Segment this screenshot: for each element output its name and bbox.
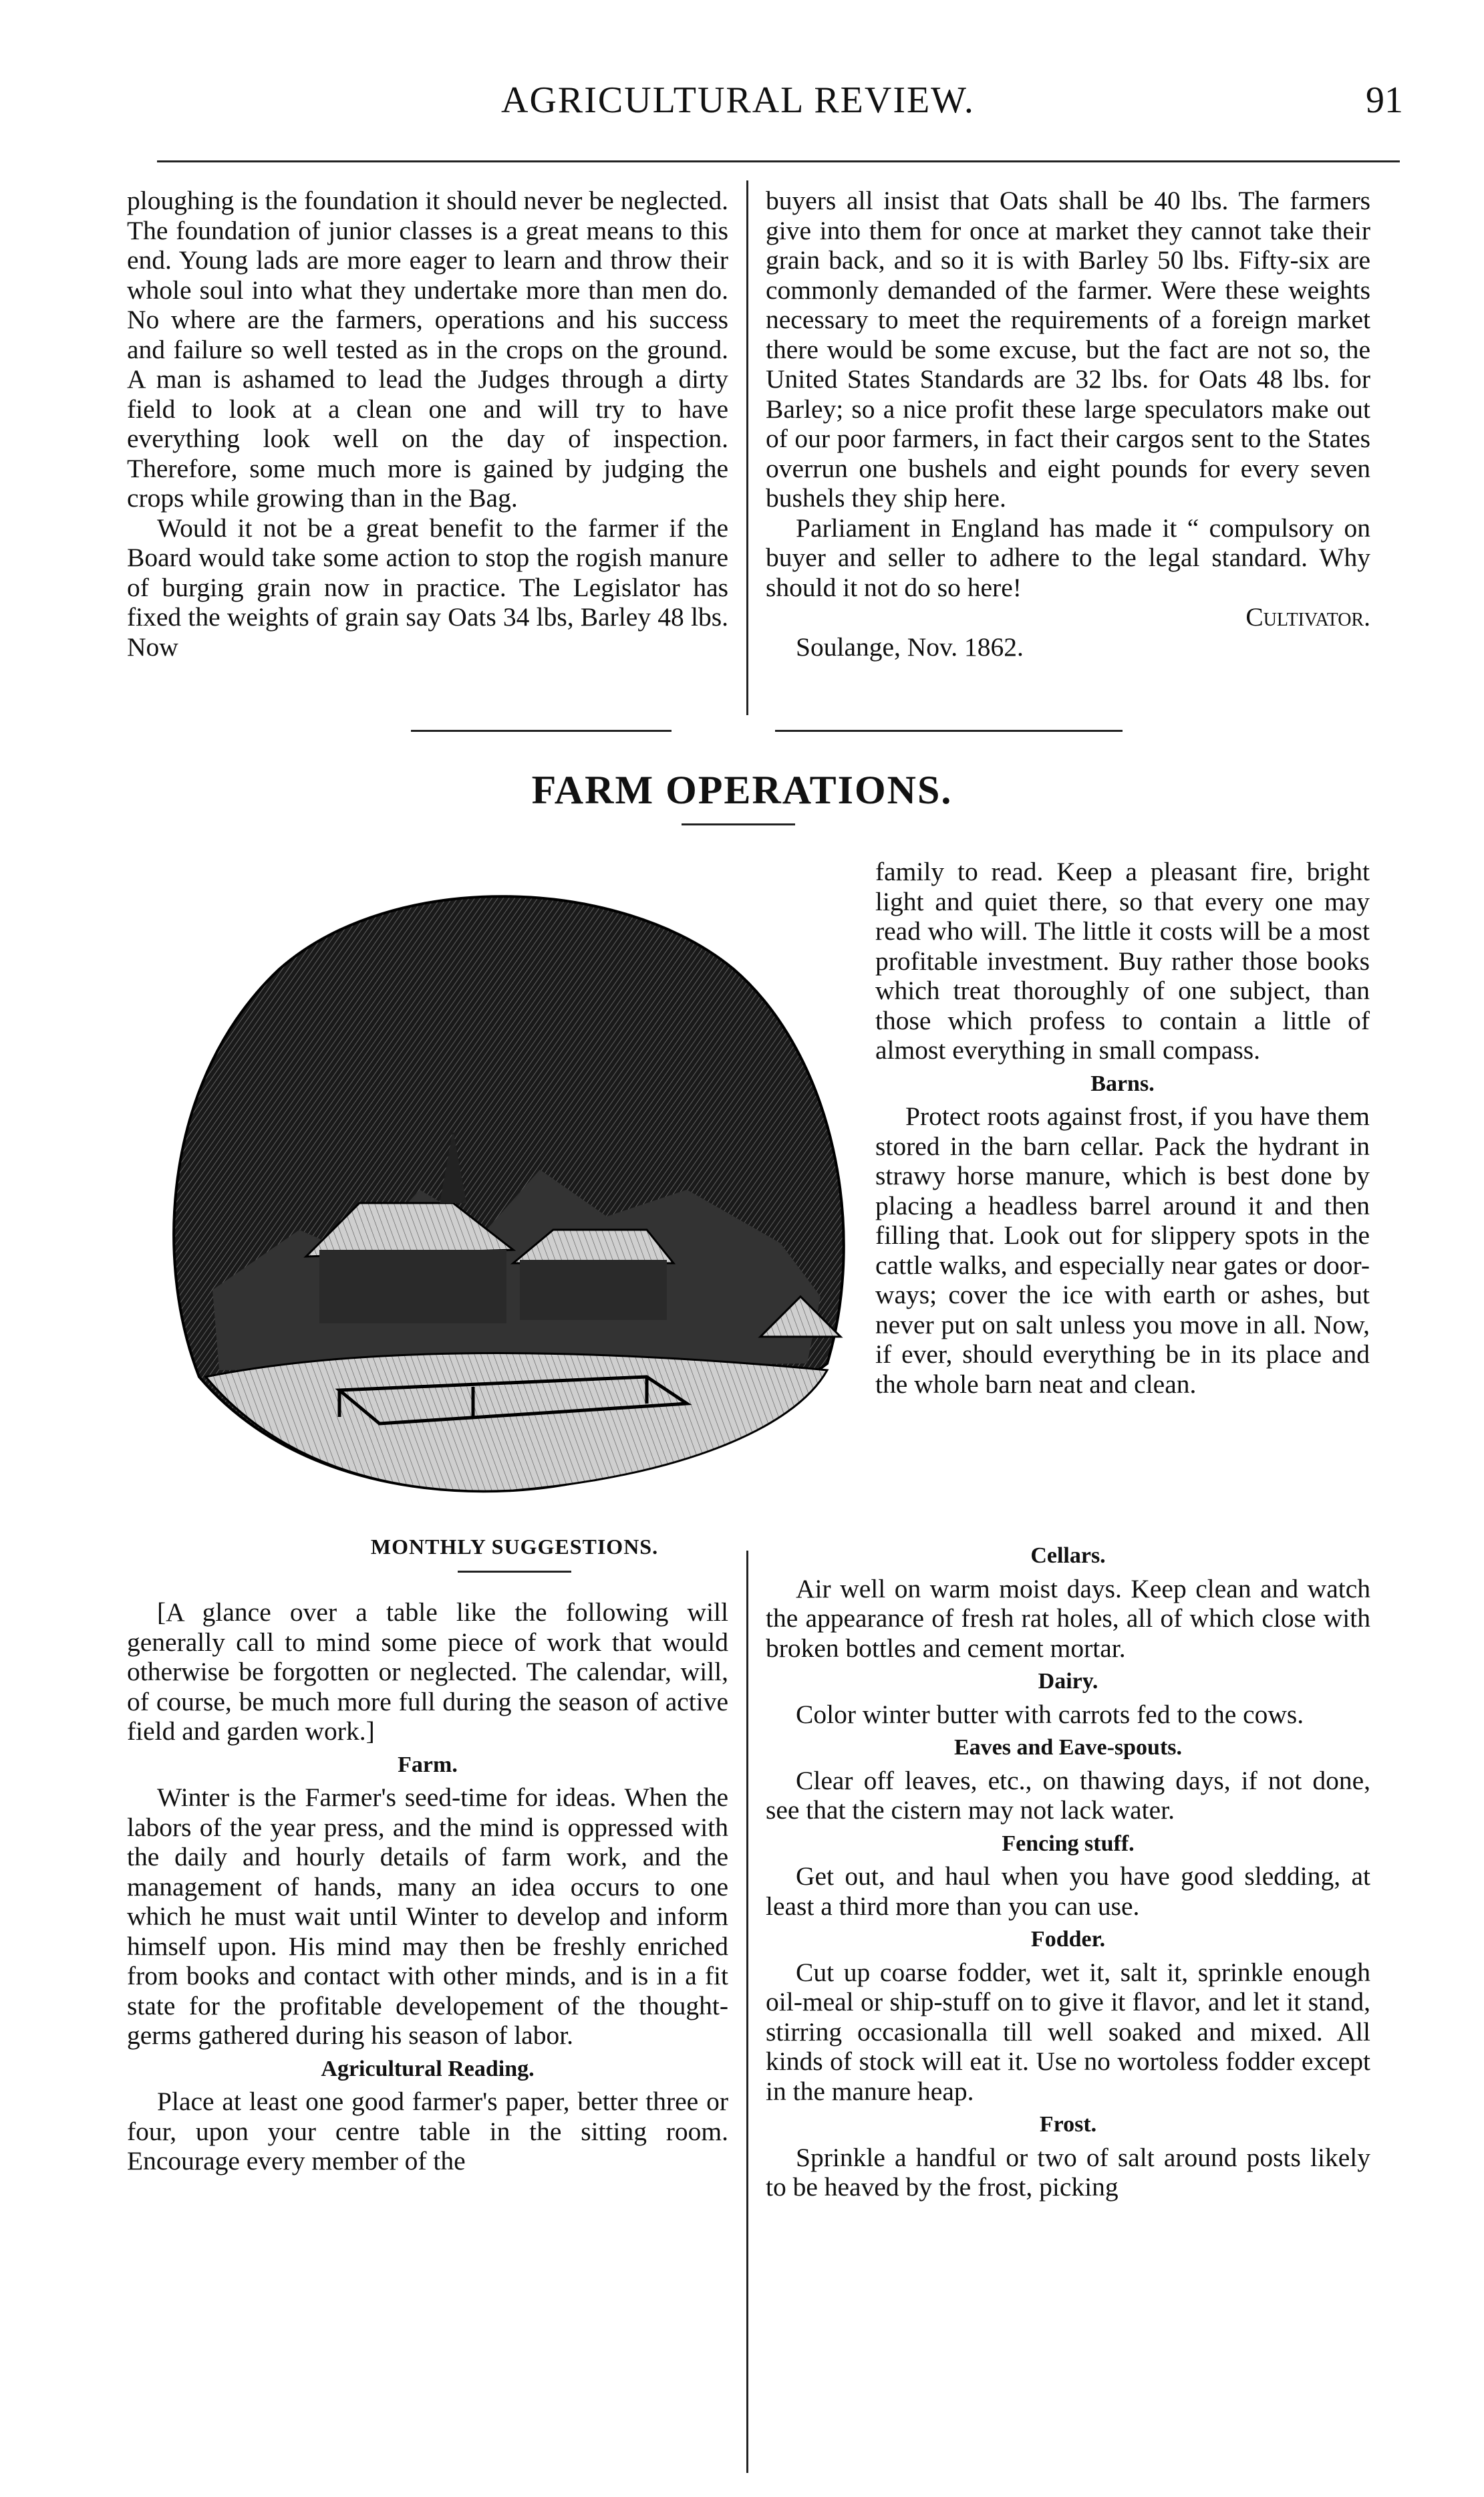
subhead-fodder: Fodder.	[1030, 1927, 1106, 1952]
subhead-fencing: Fencing stuff.	[1002, 1831, 1135, 1856]
header-rule	[157, 160, 1400, 162]
place-date: Soulange, Nov. 1862.	[796, 632, 1024, 662]
paragraph: Air well on warm moist days. Keep clean and watch the appearance of fresh rat holes, all of which close with broken bottles and cement mortar.	[766, 1573, 1370, 1663]
paragraph: Parliament in England has made it “ compulsory on buyer and seller to adhere to the legal standard. Why should it not do so here!	[766, 513, 1370, 602]
caption-rule	[458, 1571, 571, 1573]
column-divider	[746, 1551, 748, 2473]
subhead-farm: Farm.	[398, 1752, 458, 1777]
winter-farm-engraving	[139, 856, 867, 1537]
subhead-cellars: Cellars.	[1030, 1543, 1106, 1568]
section-title: FARM OPERATIONS.	[531, 768, 953, 812]
column-divider	[746, 180, 748, 715]
signature: Cultivator.	[1245, 602, 1370, 632]
page-header	[107, 79, 1403, 139]
subhead-dairy: Dairy.	[1038, 1669, 1098, 1694]
subhead-eaves: Eaves and Eave-spouts.	[953, 1735, 1182, 1760]
paragraph: Sprinkle a handful or two of salt around posts likely to be heaved by the frost, picking	[766, 2142, 1370, 2202]
illustration-caption: MONTHLY SUGGESTIONS.	[370, 1535, 659, 1559]
paragraph: ploughing is the foundation it should never be neglected. The foundation of junior classes is a great means to this end. Young lads are more eager to learn and throw their whole soul into what they undertake more than men do. No where are the farmers, operations and his success and failure so well tested as in the crops on the ground. A man is ashamed to lead the Judges through a dirty field to look at a clean one and will try to have everything look well on the day of inspection. Therefore, some much more is gained by judging the crops while growing than in the Bag.	[127, 186, 728, 513]
subhead-frost: Frost.	[1039, 2112, 1097, 2137]
right-upper-column	[875, 857, 1370, 1399]
paragraph: Get out, and haul when you have good sledding, at least a third more than you can use.	[766, 1861, 1370, 1921]
section-rule-left	[411, 730, 672, 732]
section-rule-right	[775, 730, 1123, 732]
paragraph: Color winter butter with carrots fed to the cows.	[796, 1699, 1304, 1729]
paragraph: Winter is the Farmer's seed-time for ideas. When the labors of the year press, and the mind is oppressed with the daily and hourly details of farm work, and the management of hands, many an idea occurs to one which he must wait until Winter to develop and inform himself upon. His mind may then be freshly enriched from books and contact with other minds, and is in a fit state for the profitable developement of the thought-germs gathered during his season of labor.	[127, 1783, 728, 2050]
title-underline	[682, 823, 795, 825]
paragraph: Would it not be a great benefit to the farmer if the Board would take some action to stop the rogish manure of burging grain now in practice. The Legislator has fixed the weights of grain say Oats 34 lbs, Barley 48 lbs. Now	[127, 513, 728, 662]
paragraph: Place at least one good farmer's paper, better three or four, upon your centre table in the sitting room. Encourage every member of the	[127, 2087, 728, 2176]
paragraph: family to read. Keep a pleasant fire, bright light and quiet there, so that every one may read who will. The little it costs will be a most profitable investment. Buy rather those books which treat thoroughly of one subject, than those which profess to contain a little of almost everything in small compass.	[875, 857, 1370, 1065]
page-number: 91	[1366, 80, 1403, 121]
running-title: AGRICULTURAL REVIEW.	[501, 80, 975, 121]
bottom-left-column	[127, 1597, 728, 2176]
subhead-agricultural-reading: Agricultural Reading.	[321, 2056, 535, 2081]
top-right-column	[766, 186, 1370, 662]
paragraph: Clear off leaves, etc., on thawing days, if not done, see that the cistern may not lack water.	[766, 1765, 1370, 1825]
paragraph: Protect roots against frost, if you have them stored in the barn cellar. Pack the hydrant in strawy horse manure, which is best done by placing a headless barrel around it and then filling that. Look out for slippery spots in the cattle walks, and especially near gates or door-ways; cover the ice with earth or ashes, but never put on salt unless you move in all. Now, if ever, should everything be in its place and the whole barn neat and clean.	[875, 1101, 1370, 1399]
paragraph: [A glance over a table like the following will generally call to mind some piece of work that would otherwise be forgotten or neglected. The calendar, will, of course, be much more full during the season of active field and garden work.]	[127, 1597, 728, 1746]
top-left-column	[127, 186, 728, 662]
bottom-right-column	[766, 1537, 1370, 2202]
paragraph: Cut up coarse fodder, wet it, salt it, sprinkle enough oil-meal or ship-stuff on to give it flavor, and let it stand, stirring occasionalla till well soaked and mixed. All kinds of stock will eat it. Use no wortoless fodder except in the manure heap.	[766, 1957, 1370, 2106]
subhead-barns: Barns.	[1090, 1071, 1155, 1096]
paragraph: buyers all insist that Oats shall be 40 lbs. The farmers give into them for once at market they cannot take their grain back, and so it is with Barley 50 lbs. Fifty-six are commonly demanded of the farmer. Were these weights necessary to meet the requirements of a foreign market there would be some excuse, but the fact are not so, the United States Standards are 32 lbs. for Oats 48 lbs. for Barley; so a nice profit these large speculators make out of our poor farmers, in fact their cargos sent to the States overrun one bushels and eight pounds for every seven bushels they ship here.	[766, 186, 1370, 513]
